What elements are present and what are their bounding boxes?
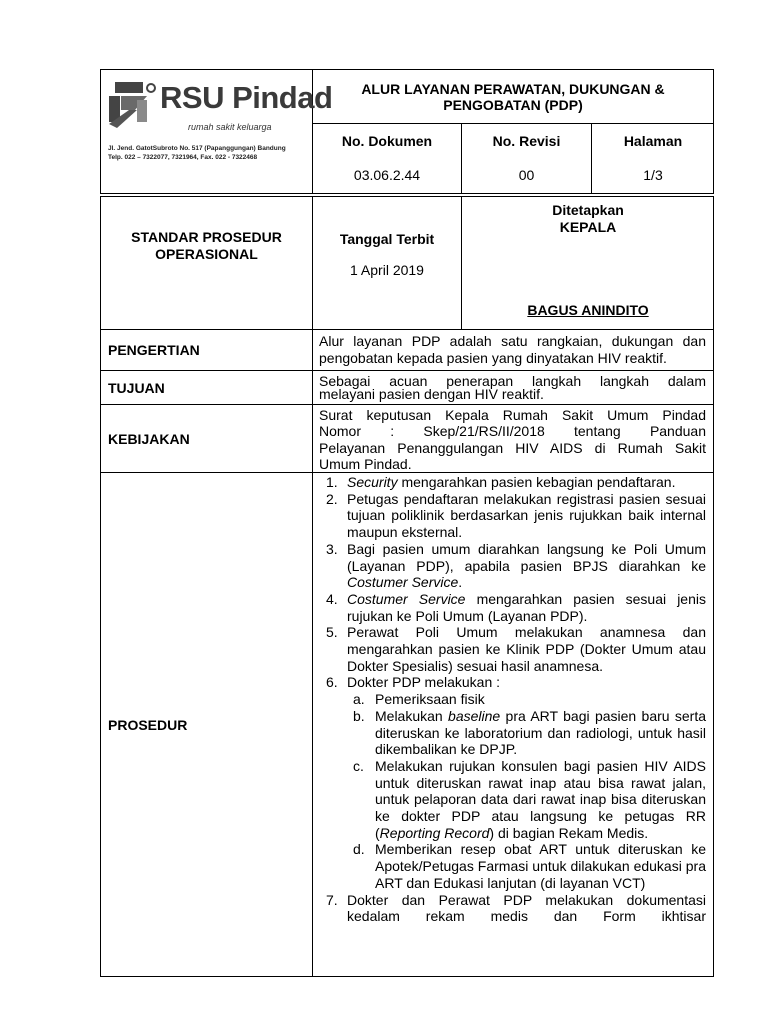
step-3-text: Bagi pasien umum diarahkan langsung ke Poli Umum (Layanan PDP), apabila pasien BPJS diarahkan ke xyxy=(347,540,706,574)
step-6d: d. Memberikan resep obat ART untuk diteruskan ke Apotek/Petugas Farmasi untuk dilakukan edukasi pra ART dan Edukasi lanjutan (di layanan VCT) xyxy=(353,841,706,891)
kebijakan-text-line3: Pelayanan Penanggulangan HIV AIDS di Rumah Sakit xyxy=(319,440,706,456)
step-1-text: mengarahkan pasien kebagian pendaftaran. xyxy=(397,474,676,490)
step-6a: a. Pemeriksaan fisik xyxy=(353,691,485,708)
hospital-phone: Telp. 022 – 7322077, 7321964, Fax. 022 - 7322468 xyxy=(108,154,258,161)
step-3-italic: Costumer Service xyxy=(347,574,459,591)
step-7-line1: Dokter dan Perawat PDP melakukan dokumentasi xyxy=(347,891,706,908)
revision-value: 00 xyxy=(518,167,535,183)
step-1: 1. Security mengarahkan pasien kebagian pendaftaran. xyxy=(326,474,676,490)
document-title-line2: PENGOBATAN (PDP) xyxy=(443,97,583,113)
step-4-text: mengarahkan pasien sesuai jenis rujukan ke Poli Umum (Layanan PDP). xyxy=(347,590,706,624)
sop-title-line2: OPERASIONAL xyxy=(155,246,258,262)
row-divider xyxy=(100,404,714,405)
row-divider xyxy=(100,329,714,330)
step-4: 4. Costumer Service mengarahkan pasien sesuai jenis rujukan ke Poli Umum (Layanan PDP). xyxy=(326,590,706,624)
logo-name: RSU Pindad xyxy=(160,80,333,115)
step-4-italic: Costumer Service xyxy=(347,590,466,607)
pengertian-label: PENGERTIAN xyxy=(108,342,200,358)
page-value: 1/3 xyxy=(643,167,663,183)
step-6b-italic: baseline xyxy=(448,707,501,724)
issue-date-label: Tanggal Terbit xyxy=(339,231,435,247)
prosedur-label: PROSEDUR xyxy=(108,717,188,733)
step-6b: b. Melakukan baseline pra ART bagi pasien baru serta diteruskan ke laboratorium dan radiologi, untuk hasil dikembalikan ke DPJP. xyxy=(353,707,707,758)
kebijakan-text-line2: Nomor : Skep/21/RS/II/2018 tentang Panduan xyxy=(319,423,706,439)
kebijakan-label: KEBIJAKAN xyxy=(108,431,190,447)
hospital-address: Jl. Jend. GatotSubroto No. 517 (Papanggungan) Bandung xyxy=(108,145,286,152)
step-6d-text: Memberikan resep obat ART untuk diteruskan ke Apotek/Petugas Farmasi untuk dilakukan edukasi pra ART dan Edukasi lanjutan (di layanan VCT) xyxy=(375,841,706,891)
signatory-name: BAGUS ANINDITO xyxy=(527,302,649,318)
row-divider xyxy=(100,370,714,371)
step-5: 5. Perawat Poli Umum melakukan anamnesa dan mengarahkan pasien ke Klinik PDP (Dokter Umum atau Dokter Spesialis) sesuai hasil anamnesa. xyxy=(326,624,706,674)
established-label: Ditetapkan xyxy=(552,202,624,218)
logo-tagline: rumah sakit keluarga xyxy=(188,122,272,132)
tujuan-label: TUJUAN xyxy=(108,380,165,396)
step-6c-text: Melakukan rujukan konsulen bagi pasien HIV AIDS untuk diteruskan rawat inap atau bisa rawat jalan, untuk pelaporan data dari rawat inap bisa diteruskan ke dokter PDP atau langsung ke petugas RR ( xyxy=(375,757,706,841)
step-6c: c. Melakukan rujukan konsulen bagi pasien HIV AIDS untuk diteruskan rawat inap atau bisa rawat jalan, untuk pelaporan data dari rawat inap bisa diteruskan ke dokter PDP atau langsung ke petugas RR (Reporting Record) di bagian Rekam Medis. xyxy=(353,757,706,841)
logo-mark-icon xyxy=(107,80,159,130)
page-label: Halaman xyxy=(623,133,683,149)
doc-number-value: 03.06.2.44 xyxy=(353,167,421,183)
header-divider xyxy=(312,123,714,124)
pengertian-text-line2: pengobatan kepada pasien yang dinyatakan HIV reaktif. xyxy=(319,350,667,366)
step-6: 6. Dokter PDP melakukan : xyxy=(326,674,501,691)
document-title-line1: ALUR LAYANAN PERAWATAN, DUKUNGAN & xyxy=(361,81,665,97)
step-6b-text: pra ART bagi pasien baru serta diteruskan ke laboratorium dan radiologi, untuk hasil dikembalikan ke DPJP. xyxy=(375,707,707,758)
issue-date-value: 1 April 2019 xyxy=(350,262,424,278)
column-divider xyxy=(312,196,313,977)
doc-number-label: No. Dokumen xyxy=(341,133,433,149)
sop-title-line1: STANDAR PROSEDUR xyxy=(131,229,282,245)
step-6c-italic: Reporting Record xyxy=(379,824,490,841)
step-7-line2: kedalam rekam medis dan Form ikhtisar xyxy=(347,908,706,925)
kebijakan-text-line4: Umum Pindad. xyxy=(319,456,412,472)
step-5-text: Perawat Poli Umum melakukan anamnesa dan mengarahkan pasien ke Klinik PDP (Dokter Umum atau Dokter Spesialis) sesuai hasil anamnesa. xyxy=(347,624,706,674)
pengertian-text-line1: Alur layanan PDP adalah satu rangkaian, dukungan dan xyxy=(319,333,706,349)
step-6a-text: Pemeriksaan fisik xyxy=(375,691,485,708)
prosedur-steps xyxy=(318,474,706,925)
tujuan-text-line1: Sebagai acuan penerapan langkah langkah dalam xyxy=(319,373,706,389)
revision-label: No. Revisi xyxy=(492,133,561,149)
kebijakan-text-line1: Surat keputusan Kepala Rumah Sakit Umum Pindad xyxy=(319,407,706,423)
tujuan-text-line2: melayani pasien dengan HIV reaktif. xyxy=(319,386,544,402)
established-role: KEPALA xyxy=(559,219,617,235)
step-6-text: Dokter PDP melakukan : xyxy=(347,674,501,691)
step-2: 2. Petugas pendaftaran melakukan registrasi pasien sesuai tujuan poliklinik berdasarkan jenis rujukkan baik internal maupun eksternal. xyxy=(326,490,706,541)
step-3: 3. Bagi pasien umum diarahkan langsung ke Poli Umum (Layanan PDP), apabila pasien BPJS diarahkan ke Costumer Service. xyxy=(326,540,706,591)
step-1-italic: Security xyxy=(347,474,398,490)
step-2-text: Petugas pendaftaran melakukan registrasi pasien sesuai tujuan poliklinik berdasarkan jenis rujukkan baik internal maupun eksternal. xyxy=(347,490,706,541)
step-7: 7. Dokter dan Perawat PDP melakukan dokumentasi kedalam rekam medis dan Form ikhtisar xyxy=(326,891,706,925)
